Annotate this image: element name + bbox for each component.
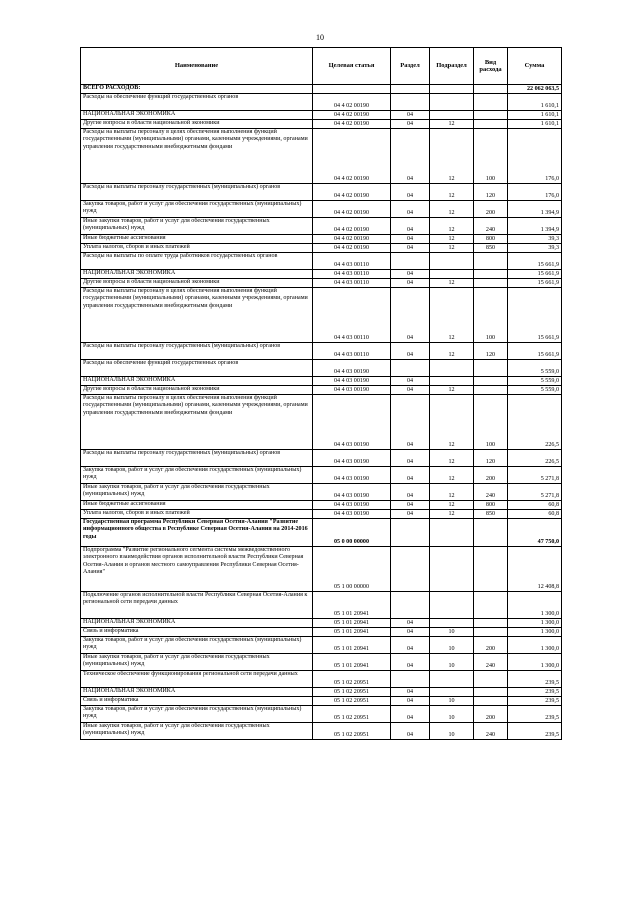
cell-section: 04 bbox=[391, 723, 430, 740]
cell-amount: 5 271,8 bbox=[508, 484, 562, 501]
cell-section bbox=[391, 253, 430, 270]
cell-section: 04 bbox=[391, 288, 430, 343]
cell-type bbox=[474, 697, 508, 706]
cell-type: 200 bbox=[474, 637, 508, 654]
cell-type: 100 bbox=[474, 129, 508, 184]
cell-name: Расходы на выплаты персоналу в целях обеспечения выполнения функций государственными (муниципальными) органами, казенными учреждениями, органами управления государственными внебюджетными фондами bbox=[81, 129, 313, 184]
table-row bbox=[81, 501, 562, 510]
cell-type bbox=[474, 547, 508, 592]
cell-target: 05 1 01 20941 bbox=[313, 592, 391, 619]
cell-name: Расходы на выплаты персоналу в целях обеспечения выполнения функций государственными (муниципальными) органами, казенными учреждениями, органами управления государственными внебюджетными фондами bbox=[81, 288, 313, 343]
cell-type: 850 bbox=[474, 510, 508, 519]
table-row bbox=[81, 288, 562, 343]
cell-amount: 5 559,0 bbox=[508, 360, 562, 377]
cell-target: 05 1 01 20941 bbox=[313, 654, 391, 671]
cell-section: 04 bbox=[391, 510, 430, 519]
cell-subsection bbox=[430, 519, 474, 547]
cell-amount: 239,5 bbox=[508, 723, 562, 740]
cell-section: 04 bbox=[391, 467, 430, 484]
cell-name: Расходы на выплаты персоналу государственных (муниципальных) органов bbox=[81, 450, 313, 467]
table-row bbox=[81, 395, 562, 450]
table-row bbox=[81, 628, 562, 637]
cell-type: 120 bbox=[474, 184, 508, 201]
cell-type bbox=[474, 120, 508, 129]
cell-target: 05 1 01 20941 bbox=[313, 637, 391, 654]
cell-section bbox=[391, 360, 430, 377]
cell-amount: 239,5 bbox=[508, 688, 562, 697]
cell-name: Иные бюджетные ассигнования bbox=[81, 501, 313, 510]
cell-section: 04 bbox=[391, 244, 430, 253]
cell-target: 04 4 02 00190 bbox=[313, 94, 391, 111]
cell-amount: 1 610,1 bbox=[508, 120, 562, 129]
cell-type: 850 bbox=[474, 244, 508, 253]
cell-target: 04 4 03 00190 bbox=[313, 467, 391, 484]
cell-type bbox=[474, 253, 508, 270]
cell-subsection: 12 bbox=[430, 467, 474, 484]
cell-target: 04 4 02 00190 bbox=[313, 129, 391, 184]
cell-section bbox=[391, 547, 430, 592]
cell-name: Уплата налогов, сборов и иных платежей bbox=[81, 510, 313, 519]
table-row bbox=[81, 386, 562, 395]
cell-subsection bbox=[430, 377, 474, 386]
cell-amount: 239,5 bbox=[508, 671, 562, 688]
cell-type bbox=[474, 386, 508, 395]
cell-type bbox=[474, 111, 508, 120]
cell-amount: 226,5 bbox=[508, 395, 562, 450]
cell-name: Связь и информатика bbox=[81, 697, 313, 706]
cell-subsection bbox=[430, 253, 474, 270]
cell-type bbox=[474, 279, 508, 288]
table-row bbox=[81, 547, 562, 592]
cell-type: 200 bbox=[474, 467, 508, 484]
cell-subsection bbox=[430, 94, 474, 111]
cell-target: 05 1 02 20951 bbox=[313, 706, 391, 723]
cell-subsection bbox=[430, 85, 474, 94]
cell-subsection: 12 bbox=[430, 279, 474, 288]
cell-type bbox=[474, 671, 508, 688]
table-row bbox=[81, 184, 562, 201]
table-row bbox=[81, 450, 562, 467]
table-row bbox=[81, 706, 562, 723]
cell-subsection: 12 bbox=[430, 184, 474, 201]
cell-target: 05 1 00 00000 bbox=[313, 547, 391, 592]
cell-target: 04 4 02 00190 bbox=[313, 184, 391, 201]
cell-type bbox=[474, 270, 508, 279]
cell-section: 04 bbox=[391, 706, 430, 723]
cell-target: 04 4 03 00190 bbox=[313, 501, 391, 510]
cell-type: 100 bbox=[474, 288, 508, 343]
budget-table bbox=[80, 47, 562, 740]
cell-section: 04 bbox=[391, 501, 430, 510]
cell-subsection: 12 bbox=[430, 450, 474, 467]
cell-target: 04 4 03 00190 bbox=[313, 386, 391, 395]
cell-section: 04 bbox=[391, 688, 430, 697]
cell-name: Расходы на выплаты персоналу в целях обеспечения выполнения функций государственными (муниципальными) органами, казенными учреждениями, органами управления государственными внебюджетными фондами bbox=[81, 395, 313, 450]
table-row bbox=[81, 85, 562, 94]
cell-target bbox=[313, 85, 391, 94]
cell-name: Государственная программа Республики Северная Осетия-Алания "Развитие информационного общества в Республике Северная Осетия-Алания на 2014-2016 годы bbox=[81, 519, 313, 547]
cell-target: 04 4 02 00190 bbox=[313, 201, 391, 218]
cell-target: 05 1 02 20951 bbox=[313, 671, 391, 688]
cell-name: Закупка товаров, работ и услуг для обеспечения государственных (муниципальных) нужд bbox=[81, 467, 313, 484]
cell-type: 240 bbox=[474, 218, 508, 235]
cell-amount: 12 408,8 bbox=[508, 547, 562, 592]
cell-amount: 60,8 bbox=[508, 501, 562, 510]
cell-amount: 1 394,9 bbox=[508, 218, 562, 235]
cell-amount: 5 559,0 bbox=[508, 377, 562, 386]
cell-name: Другие вопросы в области национальной экономики bbox=[81, 386, 313, 395]
cell-target: 05 0 00 00000 bbox=[313, 519, 391, 547]
cell-name: Подпрограмма "Развитие регионального сегмента системы межведомственного электронного взаимодействия органов исполнительной власти Республики Северная Осетия-Алания и органов местного самоуправления Республики Северная Осетия-Алания" bbox=[81, 547, 313, 592]
table-row bbox=[81, 697, 562, 706]
cell-subsection: 12 bbox=[430, 201, 474, 218]
cell-target: 04 4 03 00110 bbox=[313, 270, 391, 279]
table-row bbox=[81, 510, 562, 519]
cell-type bbox=[474, 360, 508, 377]
cell-section: 04 bbox=[391, 619, 430, 628]
cell-target: 04 4 03 00190 bbox=[313, 484, 391, 501]
cell-type bbox=[474, 94, 508, 111]
cell-type bbox=[474, 85, 508, 94]
cell-name: НАЦИОНАЛЬНАЯ ЭКОНОМИКА bbox=[81, 270, 313, 279]
cell-section bbox=[391, 671, 430, 688]
cell-type: 200 bbox=[474, 706, 508, 723]
table-row bbox=[81, 129, 562, 184]
cell-subsection: 12 bbox=[430, 244, 474, 253]
cell-subsection: 12 bbox=[430, 129, 474, 184]
cell-target: 05 1 01 20941 bbox=[313, 628, 391, 637]
table-row bbox=[81, 111, 562, 120]
cell-name: Закупка товаров, работ и услуг для обеспечения государственных (муниципальных) нужд bbox=[81, 201, 313, 218]
cell-subsection: 12 bbox=[430, 386, 474, 395]
cell-section: 04 bbox=[391, 201, 430, 218]
cell-name: Расходы на выплаты персоналу государственных (муниципальных) органов bbox=[81, 343, 313, 360]
cell-subsection: 12 bbox=[430, 510, 474, 519]
cell-amount: 1 300,0 bbox=[508, 592, 562, 619]
cell-target: 05 1 02 20951 bbox=[313, 723, 391, 740]
cell-type: 240 bbox=[474, 723, 508, 740]
table-row bbox=[81, 244, 562, 253]
cell-target: 05 1 02 20951 bbox=[313, 697, 391, 706]
cell-subsection bbox=[430, 688, 474, 697]
cell-name: Расходы на выплаты персоналу государственных (муниципальных) органов bbox=[81, 184, 313, 201]
cell-name: Техническое обеспечение функционирования региональной сети передачи данных bbox=[81, 671, 313, 688]
cell-amount: 39,3 bbox=[508, 244, 562, 253]
cell-target: 05 1 02 20951 bbox=[313, 688, 391, 697]
cell-type: 800 bbox=[474, 235, 508, 244]
header-name: Наименование bbox=[81, 48, 313, 85]
cell-subsection bbox=[430, 547, 474, 592]
cell-amount: 1 610,1 bbox=[508, 94, 562, 111]
cell-name: Другие вопросы в области национальной экономики bbox=[81, 120, 313, 129]
cell-name: Закупка товаров, работ и услуг для обеспечения государственных (муниципальных) нужд bbox=[81, 637, 313, 654]
cell-section: 04 bbox=[391, 120, 430, 129]
cell-type bbox=[474, 592, 508, 619]
cell-name: Расходы на обеспечение функций государственных органов bbox=[81, 360, 313, 377]
table-row bbox=[81, 519, 562, 547]
cell-section: 04 bbox=[391, 184, 430, 201]
cell-amount: 1 300,0 bbox=[508, 619, 562, 628]
cell-amount: 226,5 bbox=[508, 450, 562, 467]
cell-subsection: 12 bbox=[430, 235, 474, 244]
cell-target: 05 1 01 20941 bbox=[313, 619, 391, 628]
cell-target: 04 4 02 00190 bbox=[313, 218, 391, 235]
cell-amount: 60,8 bbox=[508, 510, 562, 519]
cell-name: НАЦИОНАЛЬНАЯ ЭКОНОМИКА bbox=[81, 619, 313, 628]
table-row bbox=[81, 270, 562, 279]
cell-subsection: 10 bbox=[430, 723, 474, 740]
cell-type: 240 bbox=[474, 484, 508, 501]
cell-target: 04 4 03 00190 bbox=[313, 510, 391, 519]
cell-name: Расходы на обеспечение функций государственных органов bbox=[81, 94, 313, 111]
cell-target: 04 4 03 00110 bbox=[313, 288, 391, 343]
cell-target: 04 4 03 00190 bbox=[313, 377, 391, 386]
cell-subsection bbox=[430, 671, 474, 688]
table-row bbox=[81, 592, 562, 619]
cell-name: ВСЕГО РАСХОДОВ: bbox=[81, 85, 313, 94]
cell-amount: 47 750,0 bbox=[508, 519, 562, 547]
cell-section: 04 bbox=[391, 654, 430, 671]
cell-target: 04 4 03 00190 bbox=[313, 395, 391, 450]
cell-subsection: 12 bbox=[430, 501, 474, 510]
table-row bbox=[81, 253, 562, 270]
header-section: Раздел bbox=[391, 48, 430, 85]
cell-section: 04 bbox=[391, 218, 430, 235]
cell-amount: 15 661,9 bbox=[508, 288, 562, 343]
cell-amount: 1 300,0 bbox=[508, 654, 562, 671]
cell-name: Связь и информатика bbox=[81, 628, 313, 637]
cell-amount: 5 271,8 bbox=[508, 467, 562, 484]
cell-section: 04 bbox=[391, 484, 430, 501]
cell-name: Иные бюджетные ассигнования bbox=[81, 235, 313, 244]
cell-amount: 5 559,0 bbox=[508, 386, 562, 395]
cell-section: 04 bbox=[391, 343, 430, 360]
cell-subsection: 10 bbox=[430, 654, 474, 671]
cell-section bbox=[391, 519, 430, 547]
cell-section: 04 bbox=[391, 270, 430, 279]
cell-name: НАЦИОНАЛЬНАЯ ЭКОНОМИКА bbox=[81, 377, 313, 386]
table-row bbox=[81, 120, 562, 129]
table-row bbox=[81, 671, 562, 688]
table-row bbox=[81, 654, 562, 671]
cell-subsection: 10 bbox=[430, 706, 474, 723]
cell-subsection: 12 bbox=[430, 395, 474, 450]
cell-amount: 1 300,0 bbox=[508, 628, 562, 637]
cell-section: 04 bbox=[391, 377, 430, 386]
cell-target: 04 4 02 00190 bbox=[313, 120, 391, 129]
cell-name: НАЦИОНАЛЬНАЯ ЭКОНОМИКА bbox=[81, 111, 313, 120]
table-row bbox=[81, 343, 562, 360]
header-target: Целевая статья bbox=[313, 48, 391, 85]
cell-target: 04 4 03 00110 bbox=[313, 279, 391, 288]
cell-type bbox=[474, 519, 508, 547]
table-row bbox=[81, 360, 562, 377]
table-body bbox=[81, 85, 562, 740]
cell-section: 04 bbox=[391, 395, 430, 450]
cell-target: 04 4 02 00190 bbox=[313, 244, 391, 253]
cell-subsection bbox=[430, 592, 474, 619]
table-row bbox=[81, 484, 562, 501]
cell-section: 04 bbox=[391, 386, 430, 395]
cell-section: 04 bbox=[391, 628, 430, 637]
cell-subsection bbox=[430, 270, 474, 279]
cell-subsection: 12 bbox=[430, 218, 474, 235]
header-subsection: Подраздел bbox=[430, 48, 474, 85]
table-row bbox=[81, 688, 562, 697]
header-row bbox=[81, 48, 562, 85]
cell-subsection: 12 bbox=[430, 484, 474, 501]
cell-amount: 1 300,0 bbox=[508, 637, 562, 654]
cell-subsection bbox=[430, 619, 474, 628]
cell-name: Закупка товаров, работ и услуг для обеспечения государственных (муниципальных) нужд bbox=[81, 706, 313, 723]
cell-section bbox=[391, 85, 430, 94]
table-row bbox=[81, 467, 562, 484]
cell-section: 04 bbox=[391, 450, 430, 467]
cell-name: Иные закупки товаров, работ и услуг для обеспечения государственных (муниципальных) нужд bbox=[81, 654, 313, 671]
cell-target: 04 4 03 00190 bbox=[313, 450, 391, 467]
cell-subsection: 12 bbox=[430, 343, 474, 360]
cell-target: 04 4 02 00190 bbox=[313, 235, 391, 244]
table-row bbox=[81, 723, 562, 740]
cell-type: 120 bbox=[474, 450, 508, 467]
cell-subsection: 12 bbox=[430, 120, 474, 129]
table-row bbox=[81, 218, 562, 235]
cell-amount: 239,5 bbox=[508, 697, 562, 706]
cell-name: Другие вопросы в области национальной экономики bbox=[81, 279, 313, 288]
cell-amount: 15 661,9 bbox=[508, 279, 562, 288]
cell-target: 04 4 03 00110 bbox=[313, 253, 391, 270]
cell-section: 04 bbox=[391, 637, 430, 654]
cell-target: 04 4 03 00190 bbox=[313, 360, 391, 377]
cell-type bbox=[474, 628, 508, 637]
cell-section bbox=[391, 592, 430, 619]
cell-type: 100 bbox=[474, 395, 508, 450]
cell-subsection: 10 bbox=[430, 697, 474, 706]
cell-name: НАЦИОНАЛЬНАЯ ЭКОНОМИКА bbox=[81, 688, 313, 697]
cell-amount: 176,0 bbox=[508, 184, 562, 201]
cell-type bbox=[474, 377, 508, 386]
cell-amount: 15 661,9 bbox=[508, 270, 562, 279]
table-row bbox=[81, 201, 562, 218]
cell-amount: 1 394,9 bbox=[508, 201, 562, 218]
cell-amount: 15 661,9 bbox=[508, 343, 562, 360]
cell-amount: 1 610,1 bbox=[508, 111, 562, 120]
cell-section: 04 bbox=[391, 697, 430, 706]
cell-name: Иные закупки товаров, работ и услуг для обеспечения государственных (муниципальных) нужд bbox=[81, 484, 313, 501]
cell-amount: 239,5 bbox=[508, 706, 562, 723]
cell-section: 04 bbox=[391, 129, 430, 184]
cell-target: 04 4 02 00190 bbox=[313, 111, 391, 120]
cell-type bbox=[474, 688, 508, 697]
table-row bbox=[81, 377, 562, 386]
cell-name: Иные закупки товаров, работ и услуг для обеспечения государственных (муниципальных) нужд bbox=[81, 218, 313, 235]
cell-subsection: 10 bbox=[430, 628, 474, 637]
cell-subsection bbox=[430, 360, 474, 377]
table-row bbox=[81, 279, 562, 288]
cell-subsection bbox=[430, 111, 474, 120]
cell-section bbox=[391, 94, 430, 111]
header-type: Вид расхода bbox=[474, 48, 508, 85]
cell-type: 800 bbox=[474, 501, 508, 510]
cell-amount: 15 661,9 bbox=[508, 253, 562, 270]
cell-amount: 39,3 bbox=[508, 235, 562, 244]
page-number: 10 bbox=[316, 33, 324, 42]
cell-type: 240 bbox=[474, 654, 508, 671]
cell-section: 04 bbox=[391, 235, 430, 244]
cell-subsection: 10 bbox=[430, 637, 474, 654]
cell-amount: 22 062 063,5 bbox=[508, 85, 562, 94]
cell-name: Иные закупки товаров, работ и услуг для обеспечения государственных (муниципальных) нужд bbox=[81, 723, 313, 740]
table-row bbox=[81, 619, 562, 628]
cell-section: 04 bbox=[391, 111, 430, 120]
cell-name: Подключение органов исполнительной власти Республики Северная Осетия-Алания к региональной сети передачи данных bbox=[81, 592, 313, 619]
cell-name: Уплата налогов, сборов и иных платежей bbox=[81, 244, 313, 253]
cell-type: 200 bbox=[474, 201, 508, 218]
cell-type: 120 bbox=[474, 343, 508, 360]
cell-section: 04 bbox=[391, 279, 430, 288]
table-row bbox=[81, 235, 562, 244]
cell-amount: 176,0 bbox=[508, 129, 562, 184]
cell-target: 04 4 03 00110 bbox=[313, 343, 391, 360]
cell-type bbox=[474, 619, 508, 628]
header-amount: Сумма bbox=[508, 48, 562, 85]
table-row bbox=[81, 94, 562, 111]
table-row bbox=[81, 637, 562, 654]
cell-subsection: 12 bbox=[430, 288, 474, 343]
cell-name: Расходы на выплаты по оплате труда работников государственных органов bbox=[81, 253, 313, 270]
